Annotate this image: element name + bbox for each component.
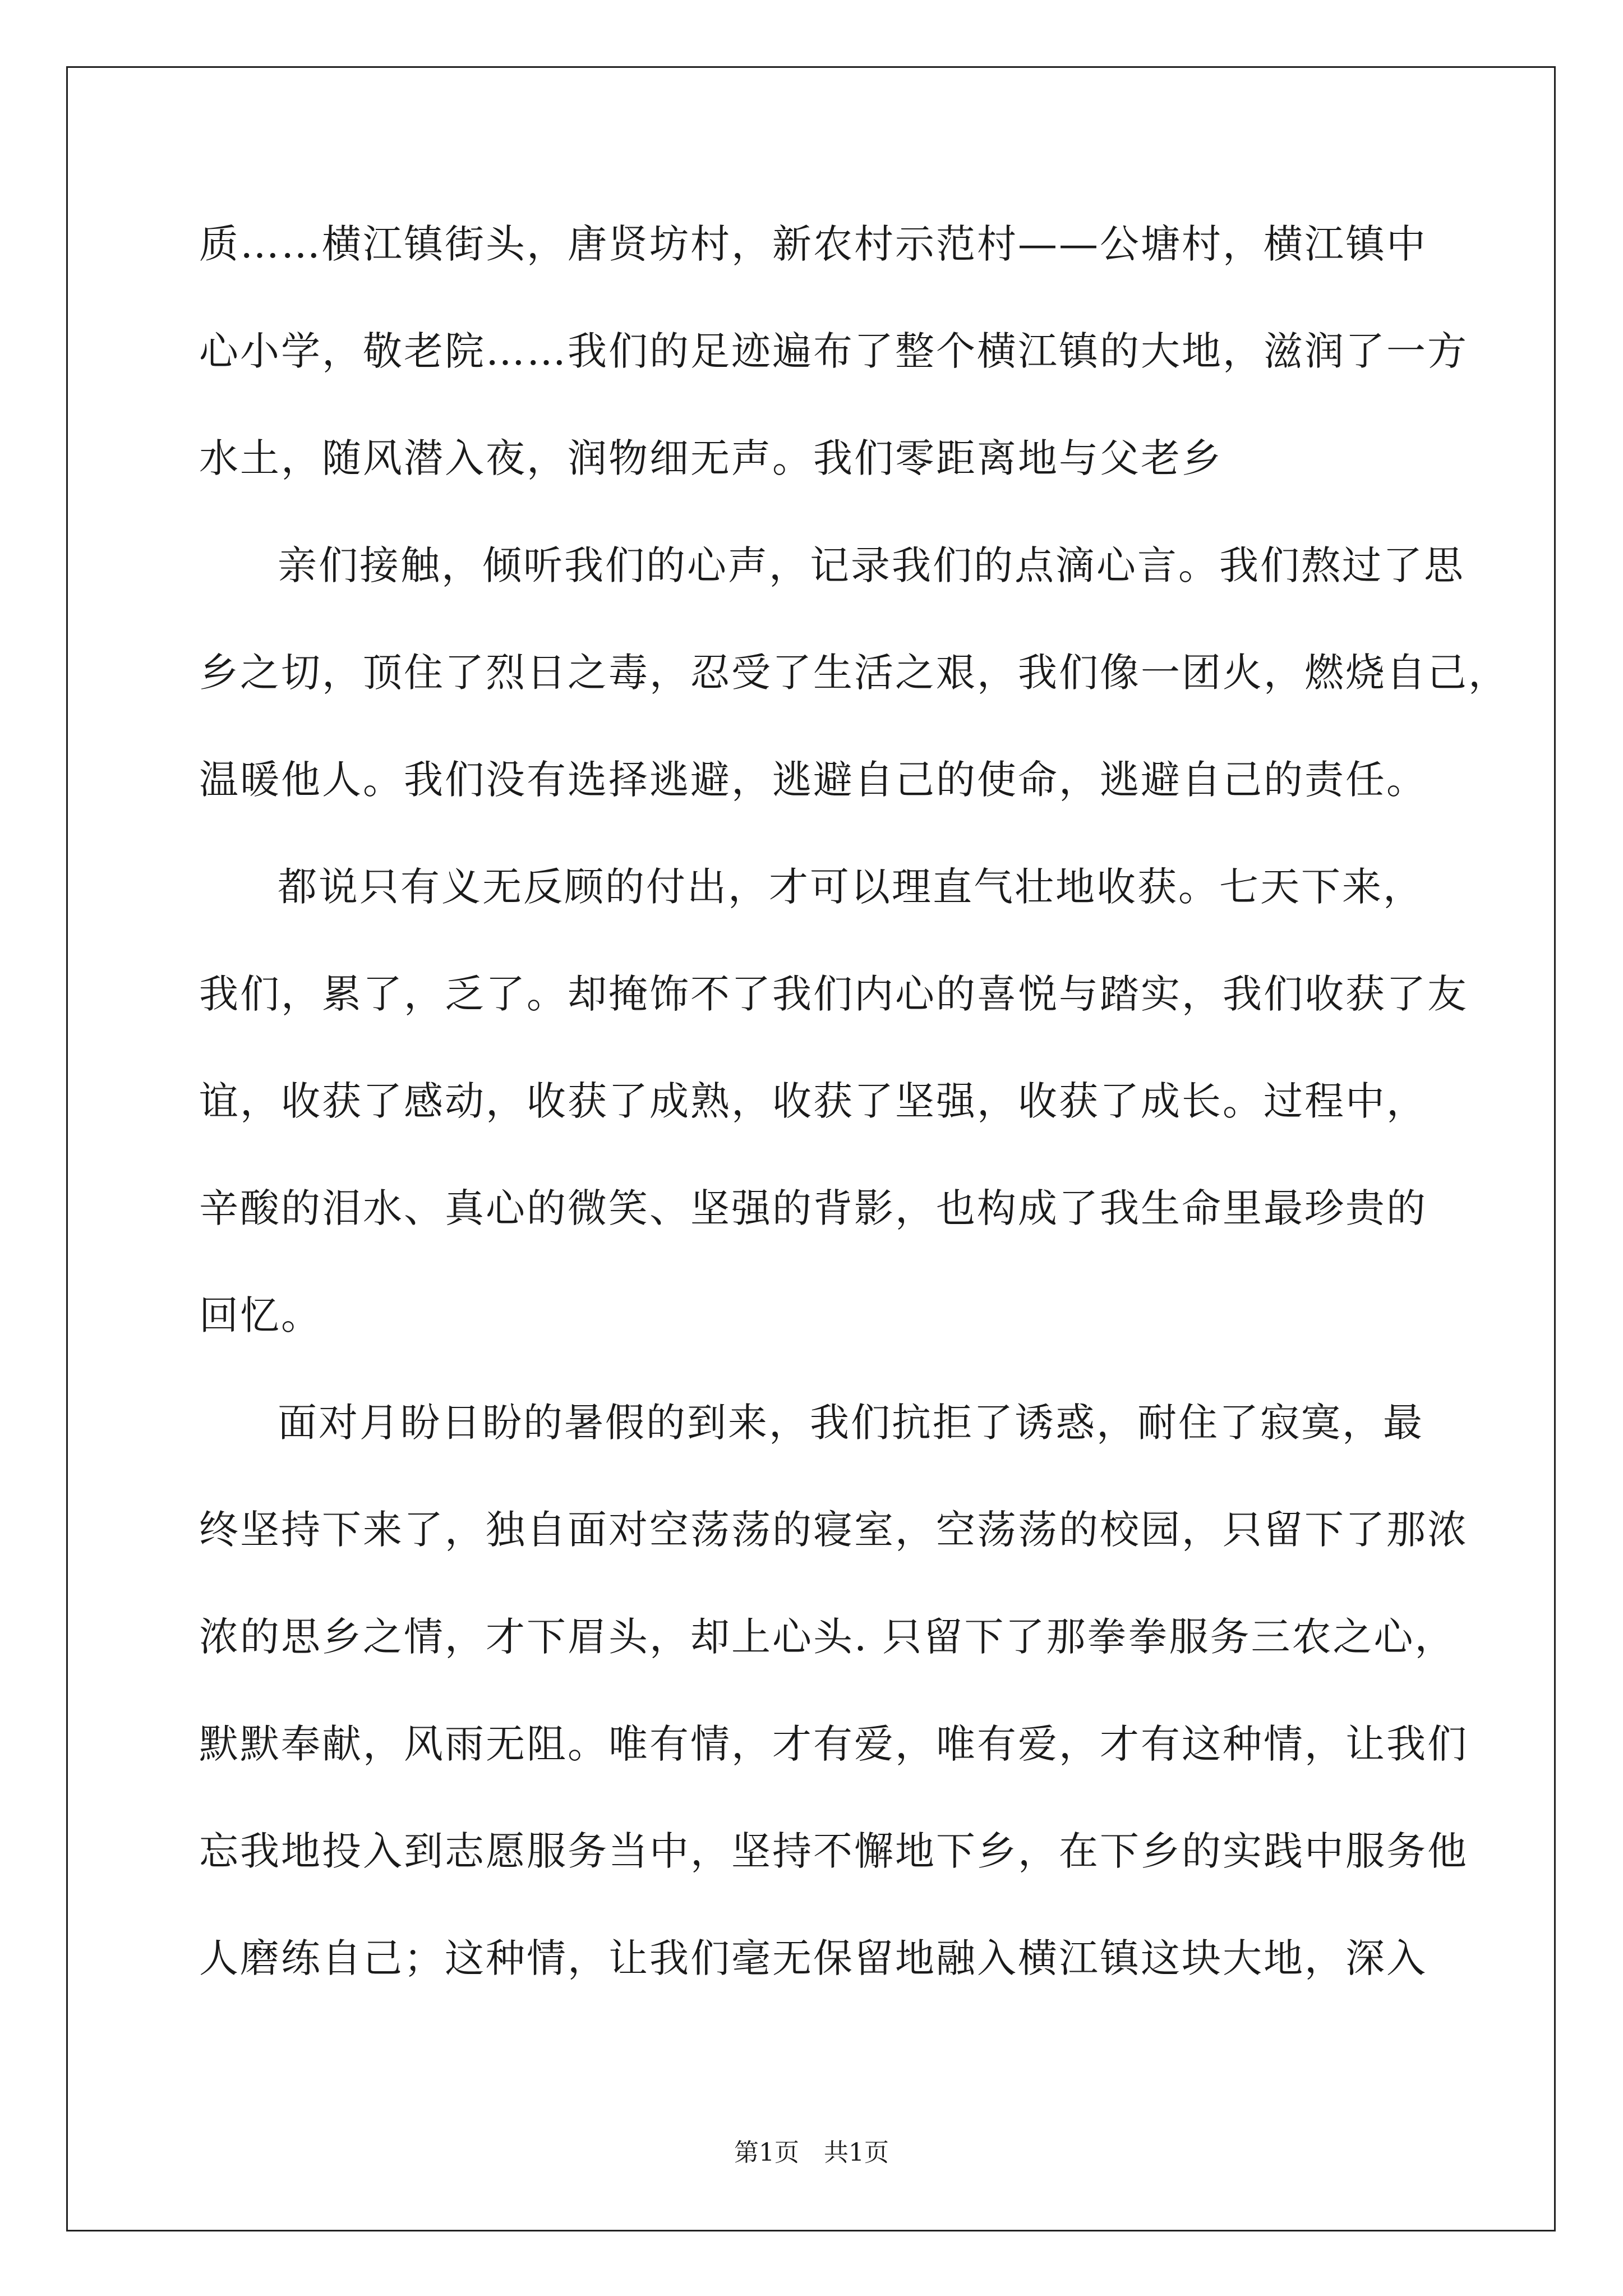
paragraph-start-line: 面对月盼日盼的暑假的到来，我们抗拒了诱惑，耐住了寂寞，最 bbox=[278, 1400, 1424, 1446]
page-number-footer: 第1页 共1页 bbox=[734, 2138, 889, 2167]
text-line: 乡之切，顶住了烈日之毒，忍受了生活之艰，我们像一团火，燃烧自己， bbox=[199, 650, 1509, 696]
text-line: 人磨练自己；这种情，让我们毫无保留地融入横江镇这块大地，深入 bbox=[199, 1935, 1427, 1981]
text-line: 忘我地投入到志愿服务当中，坚持不懈地下乡，在下乡的实践中服务他 bbox=[199, 1828, 1468, 1874]
text-line: 温暖他人。我们没有选择逃避，逃避自己的使命，逃避自己的责任。 bbox=[199, 757, 1427, 803]
text-line: 浓的思乡之情，才下眉头，却上心头. 只留下了那拳拳服务三农之心， bbox=[199, 1614, 1456, 1660]
paragraph-start-line: 亲们接触，倾听我们的心声，记录我们的点滴心言。我们熬过了思 bbox=[278, 542, 1465, 588]
text-line: 质……横江镇街头，唐贤坊村，新农村示范村——公塘村，横江镇中 bbox=[199, 221, 1427, 267]
text-line: 水土，随风潜入夜，润物细无声。我们零距离地与父老乡 bbox=[199, 435, 1223, 481]
paragraph-start-line: 都说只有义无反顾的付出，才可以理直气壮地收获。七天下来， bbox=[278, 864, 1424, 910]
document-body bbox=[199, 216, 1509, 2037]
text-line: 谊，收获了感动，收获了成熟，收获了坚强，收获了成长。过程中， bbox=[199, 1078, 1427, 1124]
text-line: 辛酸的泪水、真心的微笑、坚强的背影，也构成了我生命里最珍贵的 bbox=[199, 1185, 1427, 1231]
text-line: 终坚持下来了，独自面对空荡荡的寝室，空荡荡的校园，只留下了那浓 bbox=[199, 1507, 1468, 1553]
text-line: 回忆。 bbox=[199, 1292, 322, 1338]
text-line: 我们，累了，乏了。却掩饰不了我们内心的喜悦与踏实，我们收获了友 bbox=[199, 971, 1468, 1017]
text-line: 心小学，敬老院……我们的足迹遍布了整个横江镇的大地，滋润了一方 bbox=[199, 328, 1468, 374]
text-line: 默默奉献，风雨无阻。唯有情，才有爱，唯有爱，才有这种情，让我们 bbox=[199, 1721, 1468, 1767]
